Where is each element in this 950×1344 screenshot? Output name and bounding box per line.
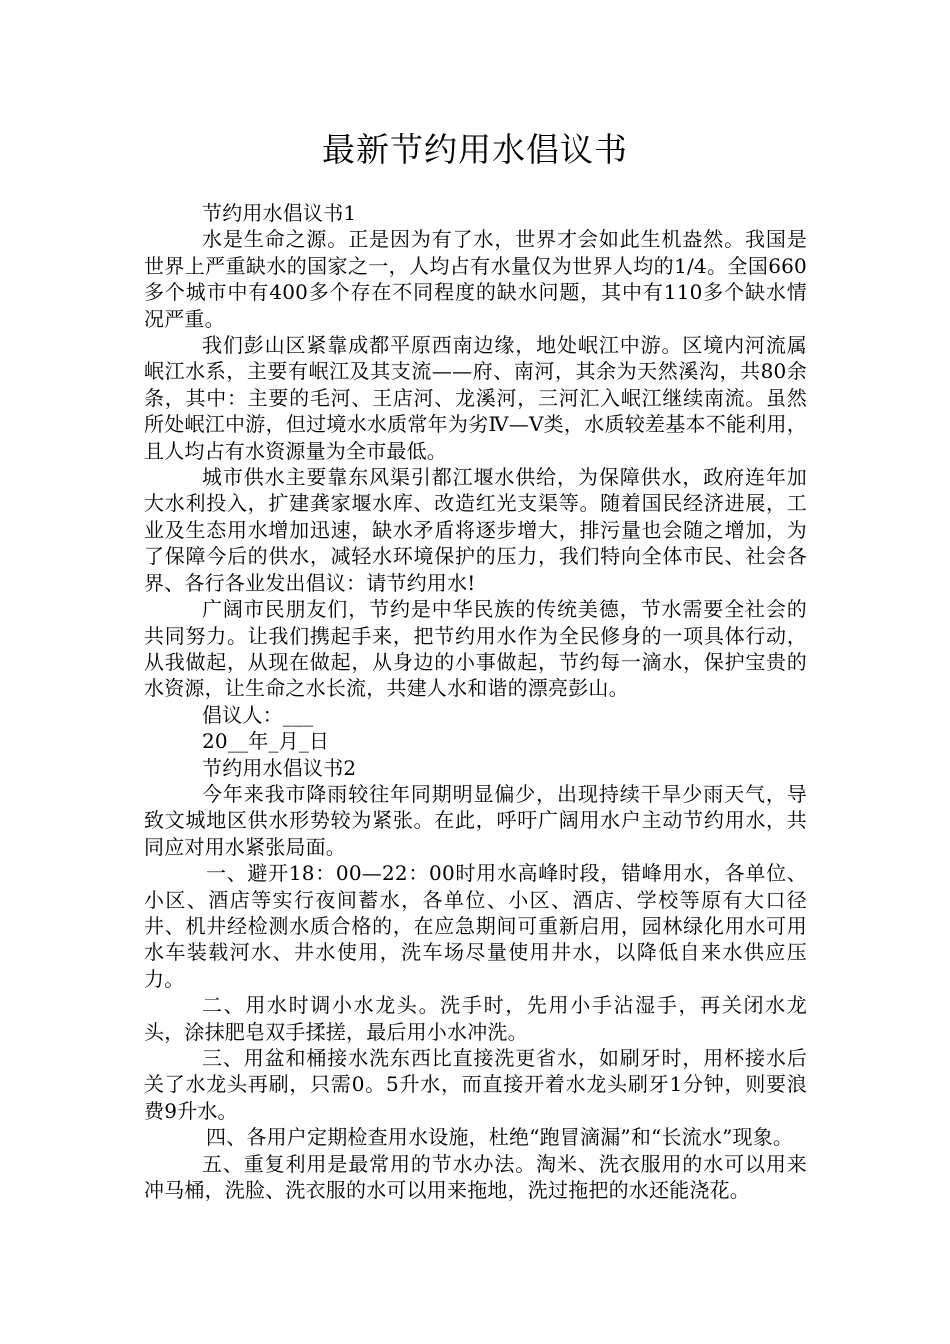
paragraph-appeal: 广阔市民朋友们，节约是中华民族的传统美德，节水需要全社会的共同努力。让我们携起手来，把节约用水作为全民修身的一项具体行动，从我做起，从现在做起，从身边的小事做起，节约每一滴水，保护宝贵的水资源，让生命之水长流，共建人水和谐的漂亮彭山。 xyxy=(144,597,807,701)
section-heading-1: 节约用水倡议书1 xyxy=(202,201,357,225)
paragraph-city-supply: 城市供水主要靠东风渠引都江堰水供给，为保障供水，政府连年加大水利投入，扩建龚家堰水库、改造红光支渠等。随着国民经济进展，工业及生态用水增加迅速，缺水矛盾将逐步增大，排污量也会随之增加，为了保障今后的供水，减轻水环境保护的压力，我们特向全体市民、社会各界、各行各业发出倡议：请节约用水! xyxy=(144,465,807,595)
paragraph-local-water: 我们彭山区紧靠成都平原西南边缘，地处岷江中游。区境内河流属岷江水系，主要有岷江及其支流——府、南河，其余为天然溪沟，共80余条，其中：主要的毛河、王店河、龙溪河，三河汇入岷江继续南流。虽然所处岷江中游，但过境水水质常年为劣Ⅳ—Ⅴ类，水质较差基本不能利用，且人均占有水资源量为全市最低。 xyxy=(144,333,807,463)
section-heading-2: 节约用水倡议书2 xyxy=(202,755,357,780)
signature-line: 倡议人：___ xyxy=(202,702,314,727)
list-item-4: 四、各用户定期检查用水设施，杜绝“跑冒滴漏”和“长流水”现象。 xyxy=(206,1125,794,1150)
list-item-2: 二、用水时调小水龙头。洗手时，先用小手沾湿手，再关闭水龙头，涂抹肥皂双手揉搓，最后用小水冲洗。 xyxy=(144,993,807,1044)
date-line: 20__年_月_日 xyxy=(202,729,330,754)
paragraph-drought: 今年来我市降雨较往年同期明显偏少，出现持续干旱少雨天气，导致文城地区供水形势较为紧张。在此，呼吁广阔用水户主动节约用水，共同应对用水紧张局面。 xyxy=(144,781,807,859)
document-title: 最新节约用水倡议书 xyxy=(322,130,628,169)
list-item-1: 一、避开18：00—22：00时用水高峰时段，错峰用水，各单位、小区、酒店等实行夜间蓄水，各单位、小区、酒店、学校等原有大口径井、机井经检测水质合格的，在应急期间可重新启用，园林绿化用水可用水车装载河水、井水使用，洗车场尽量使用井水，以降低自来水供应压力。 xyxy=(144,861,807,991)
list-item-3: 三、用盆和桶接水洗东西比直接洗更省水，如刷牙时，用杯接水后关了水龙头再刷，只需0。5升水，而直接开着水龙头刷牙1分钟，则要浪费9升水。 xyxy=(144,1046,807,1123)
paragraph-intro: 水是生命之源。正是因为有了水，世界才会如此生机盎然。我国是世界上严重缺水的国家之一，人均占有水量仅为世界人均的1/4。全国660多个城市中有400多个存在不同程度的缺水问题，其中有110多个缺水情况严重。 xyxy=(144,227,807,331)
document-body xyxy=(144,200,807,1203)
list-item-5: 五、重复利用是最常用的节水办法。淘米、洗衣服用的水可以用来冲马桶，洗脸、洗衣服的水可以用来拖地，洗过拖把的水还能浇花。 xyxy=(144,1151,807,1203)
